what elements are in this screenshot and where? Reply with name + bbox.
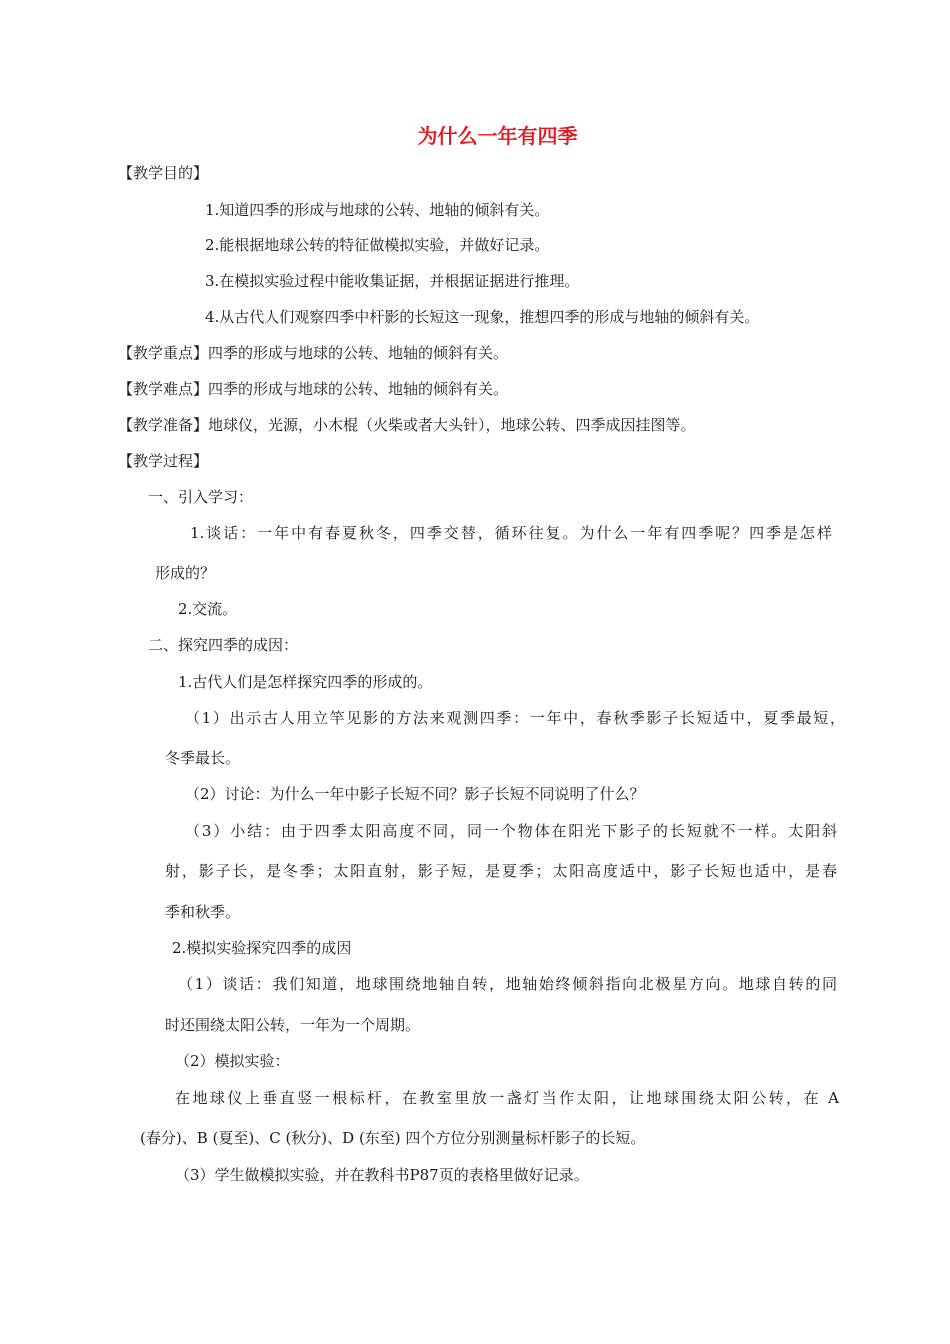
objective-item-4: 4.从古代人们观察四季中杆影的长短这一现象，推想四季的形成与地轴的倾斜有关。 xyxy=(205,308,760,326)
part2-sub2: 2.模拟实验探究四季的成因 xyxy=(172,939,352,957)
part1-item2: 2.交流。 xyxy=(178,600,238,618)
part2-p3-line2: 射，影子长，是冬季；太阳直射，影子短，是夏季；太阳高度适中，影子长短也适中，是春 xyxy=(165,862,837,880)
difficult-point: 【教学难点】四季的形成与地球的公转、地轴的倾斜有关。 xyxy=(118,380,509,398)
objective-item-3: 3.在模拟实验过程中能收集证据，并根据证据进行推理。 xyxy=(205,272,580,290)
part2-p3-line1: （3）小结：由于四季太阳高度不同，同一个物体在阳光下影子的长短就不一样。太阳斜 xyxy=(185,822,837,840)
part2-q2-body-line1: 在地球仪上垂直竖一根标杆，在教室里放一盏灯当作太阳，让地球围绕太阳公转，在 A xyxy=(175,1089,839,1107)
part2-q2-body-line2: (春分)、B (夏至)、C (秋分)、D (东至) 四个方位分别测量标杆影子的长短。 xyxy=(140,1129,646,1147)
objectives-heading: 【教学目的】 xyxy=(118,164,209,182)
part2-p2: （2）讨论：为什么一年中影子长短不同？影子长短不同说明了什么？ xyxy=(185,785,645,803)
part2-p1-line2: 冬季最长。 xyxy=(165,749,241,767)
document-title: 为什么一年有四季 xyxy=(417,124,578,148)
process-heading: 【教学过程】 xyxy=(118,452,209,470)
part2-heading: 二、探究四季的成因： xyxy=(148,636,299,654)
part2-q2: （2）模拟实验： xyxy=(175,1052,290,1070)
part2-p3-line3: 季和秋季。 xyxy=(165,903,241,921)
part1-item1-line2: 形成的？ xyxy=(155,564,216,582)
objective-item-1: 1.知道四季的形成与地球的公转、地轴的倾斜有关。 xyxy=(205,201,550,219)
part1-item1-line1: 1.谈话：一年中有春夏秋冬，四季交替，循环往复。为什么一年有四季呢？四季是怎样 xyxy=(190,524,832,542)
part2-q1-line1: （1）谈话：我们知道，地球围绕地轴自转，地轴始终倾斜指向北极星方向。地球自转的同 xyxy=(178,975,837,993)
part2-p1-line1: （1）出示古人用立竿见影的方法来观测四季：一年中，春秋季影子长短适中，夏季最短， xyxy=(185,709,845,727)
key-point: 【教学重点】四季的形成与地球的公转、地轴的倾斜有关。 xyxy=(118,344,509,362)
objective-item-2: 2.能根据地球公转的特征做模拟实验，并做好记录。 xyxy=(205,236,550,254)
part1-heading: 一、引入学习： xyxy=(148,488,254,506)
part2-q1-line2: 时还围绕太阳公转，一年为一个周期。 xyxy=(165,1016,421,1034)
part2-q3: （3）学生做模拟实验，并在教科书P87页的表格里做好记录。 xyxy=(175,1166,589,1184)
preparation: 【教学准备】地球仪，光源，小木棍（火柴或者大头针），地球公转、四季成因挂图等。 xyxy=(118,416,696,434)
part2-sub1: 1.古代人们是怎样探究四季的形成的。 xyxy=(178,673,433,691)
